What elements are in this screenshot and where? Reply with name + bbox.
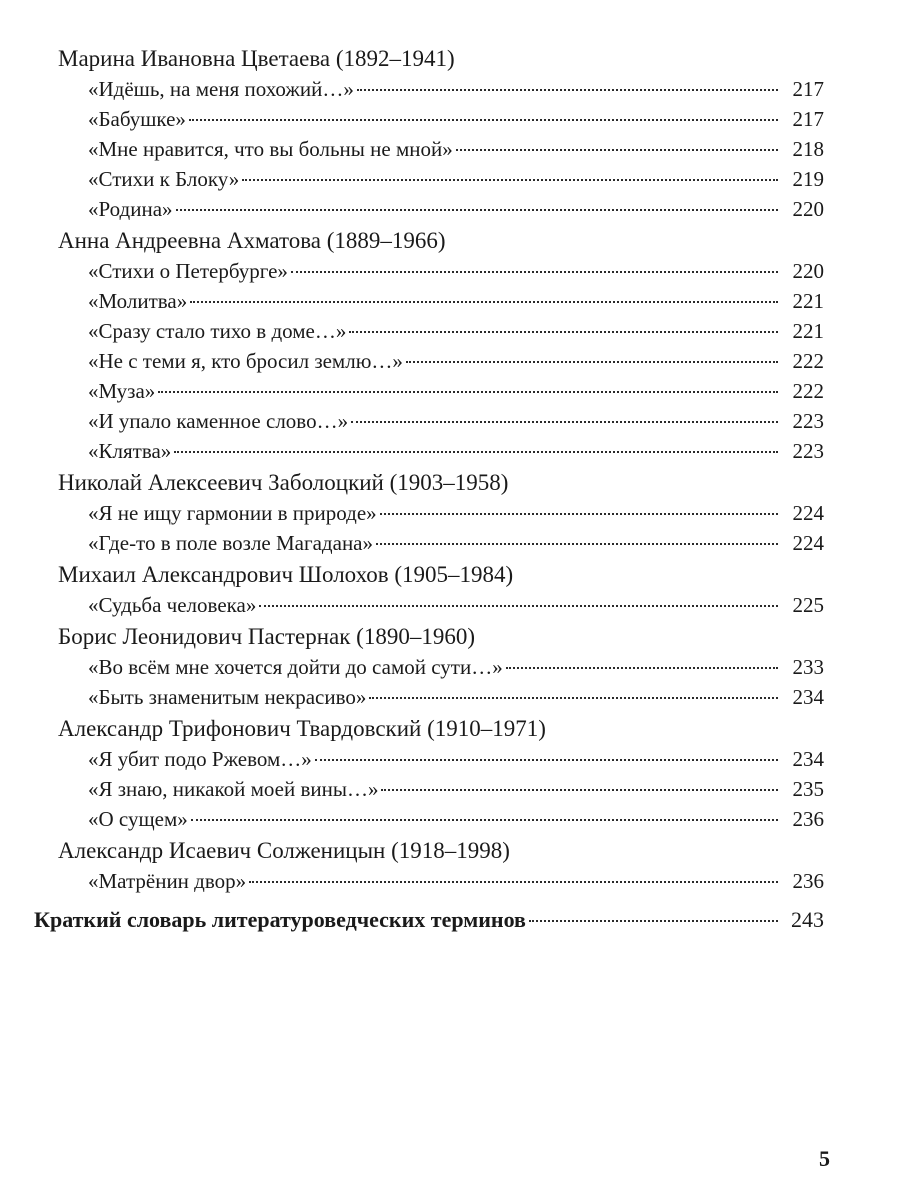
- table-of-contents: [0, 44, 900, 936]
- dot-leader: [380, 513, 778, 515]
- entry-page-number: 222: [792, 349, 824, 373]
- dot-leader: [456, 149, 778, 151]
- entry-page-number: 235: [792, 777, 824, 801]
- toc-entry: [0, 774, 824, 804]
- author-heading: Марина Ивановна Цветаева (1892–1941): [58, 46, 455, 71]
- entry-page-number: 223: [792, 439, 824, 463]
- entry-title: «Молитва»: [88, 289, 188, 313]
- entry-page-number: 221: [792, 319, 824, 343]
- entry-title: «Не с теми я, кто бросил землю…»: [88, 349, 403, 373]
- toc-section: [0, 468, 900, 558]
- toc-entry: [0, 406, 824, 436]
- toc-entry: [0, 498, 824, 528]
- toc-entry: [0, 194, 824, 224]
- entry-title: «Я не ищу гармонии в природе»: [88, 501, 377, 525]
- toc-section: [0, 714, 900, 834]
- dot-leader: [529, 920, 778, 922]
- dot-leader: [376, 543, 778, 545]
- entry-title: «Идёшь, на меня похожий…»: [88, 77, 354, 101]
- toc-section: [0, 226, 900, 466]
- entry-page-number: 233: [792, 655, 824, 679]
- toc-section: [0, 836, 900, 896]
- toc-entry: [0, 376, 824, 406]
- entry-page-number: 224: [792, 501, 824, 525]
- toc-entry: [0, 652, 824, 682]
- dot-leader: [291, 271, 778, 273]
- entry-page-number: 218: [792, 137, 824, 161]
- entry-page-number: 217: [792, 77, 824, 101]
- toc-entry: [0, 436, 824, 466]
- entry-page-number: 222: [792, 379, 824, 403]
- entry-page-number: 224: [792, 531, 824, 555]
- author-heading: Николай Алексеевич Заболоцкий (1903–1958): [58, 470, 509, 495]
- toc-entry: [0, 744, 824, 774]
- toc-entry: [0, 346, 824, 376]
- toc-entry: [0, 804, 824, 834]
- entry-title: «Я убит подо Ржевом…»: [88, 747, 312, 771]
- entry-title: «Мне нравится, что вы больны не мной»: [88, 137, 453, 161]
- entry-title: «Быть знаменитым некрасиво»: [88, 685, 367, 709]
- author-heading: Александр Трифонович Твардовский (1910–1971): [58, 716, 546, 741]
- entry-page-number: 236: [792, 869, 824, 893]
- entry-page-number: 236: [792, 807, 824, 831]
- author-heading: Анна Андреевна Ахматова (1889–1966): [58, 228, 446, 253]
- dot-leader: [174, 451, 778, 453]
- entry-title: «Муза»: [88, 379, 156, 403]
- dot-leader: [191, 819, 778, 821]
- entry-title: «Бабушке»: [88, 107, 186, 131]
- entry-title: «Клятва»: [88, 439, 172, 463]
- toc-entry: [0, 286, 824, 316]
- toc-entry: [0, 682, 824, 712]
- dot-leader: [242, 179, 778, 181]
- dot-leader: [357, 89, 778, 91]
- entry-title: «Стихи к Блоку»: [88, 167, 240, 191]
- dot-leader: [259, 605, 778, 607]
- dot-leader: [176, 209, 778, 211]
- entry-page-number: 225: [792, 593, 824, 617]
- dot-leader: [406, 361, 778, 363]
- toc-entry: [0, 866, 824, 896]
- dot-leader: [349, 331, 778, 333]
- toc-section: [0, 622, 900, 712]
- entry-title: «Где-то в поле возле Магадана»: [88, 531, 373, 555]
- entry-title: «Я знаю, никакой моей вины…»: [88, 777, 379, 801]
- toc-section: [0, 44, 900, 224]
- toc-entry: [0, 164, 824, 194]
- dot-leader: [315, 759, 778, 761]
- dot-leader: [381, 789, 778, 791]
- entry-page-number: 221: [792, 289, 824, 313]
- dot-leader: [158, 391, 778, 393]
- appendix-title: Краткий словарь литературоведческих терминов: [34, 907, 526, 932]
- entry-page-number: 223: [792, 409, 824, 433]
- dot-leader: [351, 421, 778, 423]
- entry-page-number: 234: [792, 685, 824, 709]
- toc-entry: [0, 590, 824, 620]
- entry-page-number: 217: [792, 107, 824, 131]
- entry-title: «Матрёнин двор»: [88, 869, 247, 893]
- page-number: 5: [819, 1146, 830, 1171]
- toc-entry: [0, 316, 824, 346]
- toc-section: [0, 560, 900, 620]
- entry-page-number: 220: [792, 197, 824, 221]
- appendix-page-number: 243: [791, 907, 824, 932]
- entry-page-number: 219: [792, 167, 824, 191]
- entry-title: «Судьба человека»: [88, 593, 257, 617]
- entry-title: «Родина»: [88, 197, 173, 221]
- entry-title: «Во всём мне хочется дойти до самой сути…»: [88, 655, 503, 679]
- toc-entry: [0, 104, 824, 134]
- toc-appendix-entry: [0, 904, 824, 936]
- dot-leader: [369, 697, 778, 699]
- author-heading: Михаил Александрович Шолохов (1905–1984): [58, 562, 514, 587]
- entry-title: «Стихи о Петербурге»: [88, 259, 288, 283]
- author-heading: Александр Исаевич Солженицын (1918–1998): [58, 838, 510, 863]
- entry-page-number: 234: [792, 747, 824, 771]
- toc-entry: [0, 134, 824, 164]
- entry-title: «Сразу стало тихо в доме…»: [88, 319, 347, 343]
- entry-title: «И упало каменное слово…»: [88, 409, 349, 433]
- toc-entry: [0, 528, 824, 558]
- dot-leader: [506, 667, 778, 669]
- entry-page-number: 220: [792, 259, 824, 283]
- toc-entry: [0, 256, 824, 286]
- dot-leader: [190, 301, 778, 303]
- entry-title: «О сущем»: [88, 807, 188, 831]
- dot-leader: [249, 881, 778, 883]
- dot-leader: [189, 119, 778, 121]
- author-heading: Борис Леонидович Пастернак (1890–1960): [58, 624, 475, 649]
- toc-entry: [0, 74, 824, 104]
